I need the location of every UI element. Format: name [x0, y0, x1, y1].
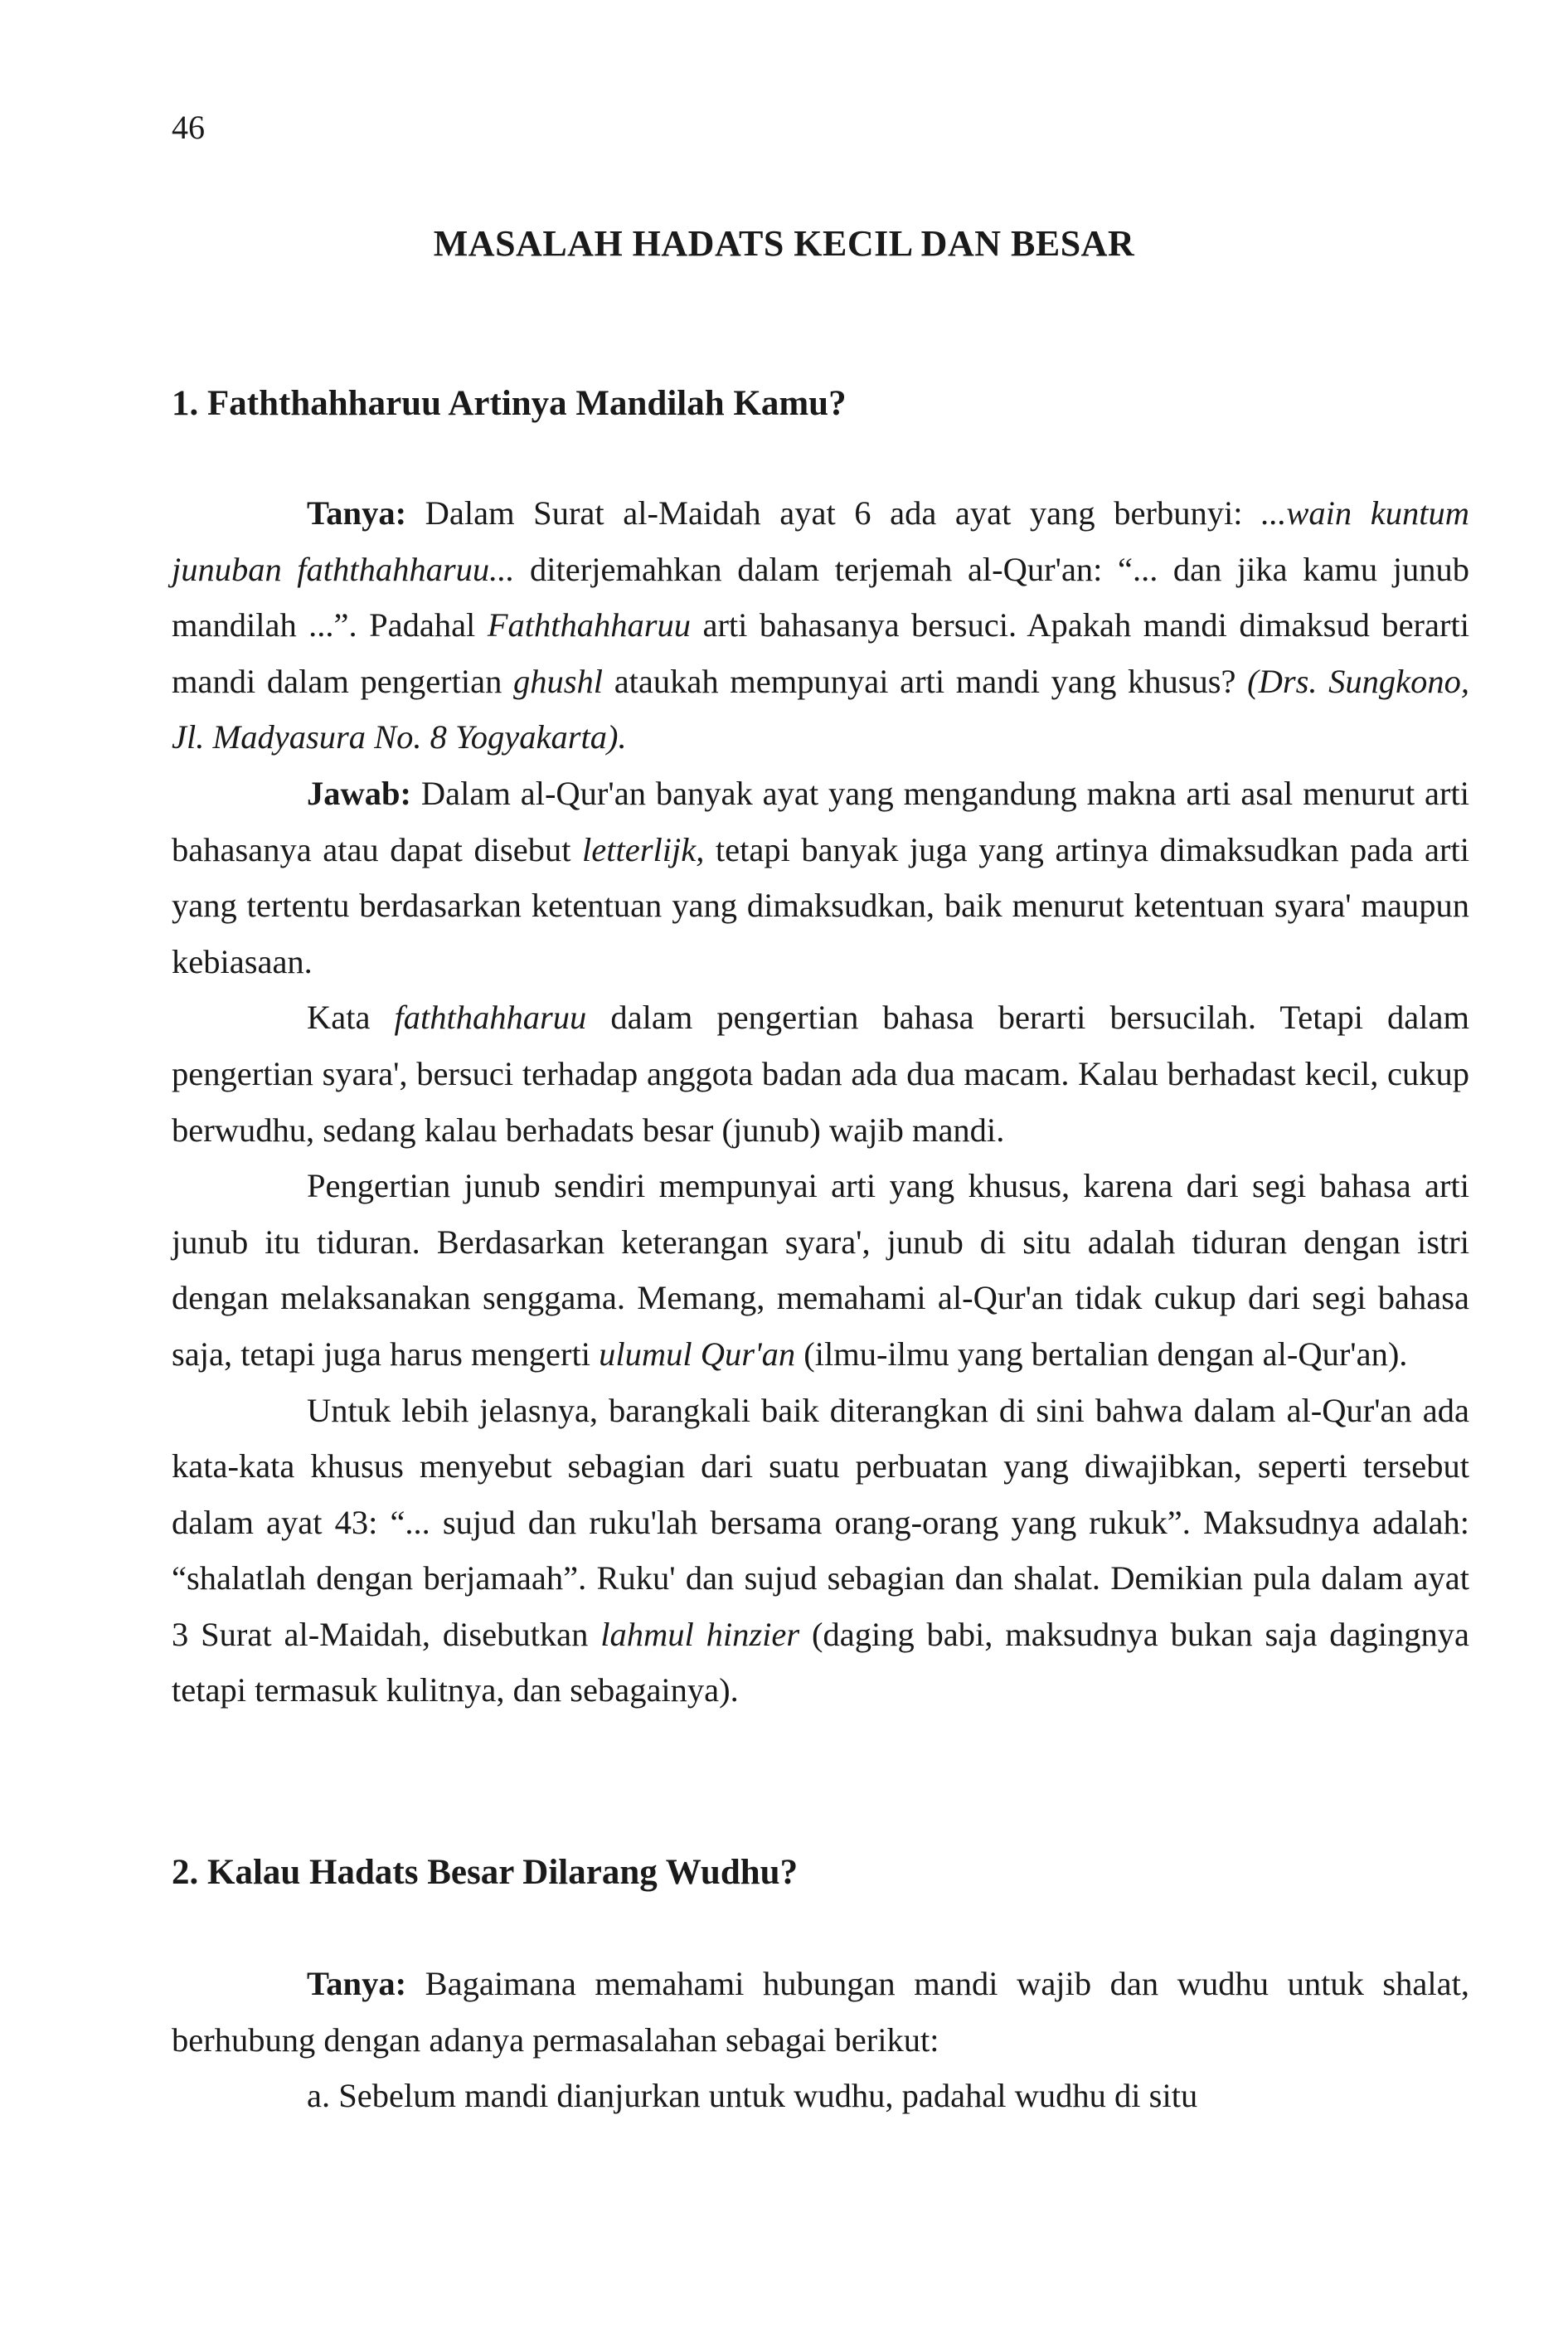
italic-run: ulumul Qur'an — [599, 1335, 796, 1373]
paragraph — [172, 989, 1469, 1158]
text-run: tetapi banyak juga yang artinya dimaksudkan pada arti yang tertentu berdasarkan ketentuan yang dimaksudkan, baik menurut ketentuan syara' maupun kebiasaan. — [172, 830, 1469, 980]
paragraph — [172, 1158, 1469, 1382]
text-run: Untuk lebih jelasnya, barangkali baik diterangkan di sini bahwa dalam al-Qur'an ada kata-kata khusus menyebut sebagian dari suatu perbuatan yang diwajibkan, seperti tersebut dalam ayat 43: “... sujud dan ruku'lah bersama orang-orang yang rukuk”. Maksudnya adalah: “shalatlah dengan berjamaah”. Ruku' dan sujud sebagian dan shalat. Demikian pula dalam ayat 3 Surat al-Maidah, disebutkan — [172, 1391, 1469, 1653]
answer-paragraph — [172, 766, 1469, 989]
text-run: (daging babi, maksudnya bukan saja dagingnya tetapi termasuk kulitnya, dan sebagainya). — [172, 1615, 1469, 1709]
italic-run: ghushl — [513, 662, 604, 700]
text-run: (ilmu-ilmu yang bertalian dengan al-Qur'an). — [795, 1335, 1408, 1373]
text-run: Dalam al-Qur'an banyak ayat yang mengandung makna arti asal menurut arti bahasanya atau dapat disebut — [172, 774, 1469, 868]
question-label: Tanya: — [307, 1965, 407, 2002]
question-label: Tanya: — [307, 494, 407, 532]
text-run: ataukah mempunyai arti mandi yang khusus? — [603, 662, 1248, 700]
text-run: dalam pengertian bahasa berarti bersucilah. Tetapi dalam pengertian syara', bersuci terhadap anggota badan ada dua macam. Kalau berhadast kecil, cukup berwudhu, sedang kalau berhadats besar (junub) wajib mandi. — [172, 999, 1469, 1149]
italic-run: letterlijk, — [582, 830, 705, 868]
text-run: Dalam Surat al-Maidah ayat 6 ada ayat yang berbunyi: — [406, 494, 1262, 532]
paragraph — [172, 1383, 1469, 1719]
text-run: diterjemahkan dalam terjemah al-Qur'an: “... dan jika kamu junub mandilah ...”. Padahal — [172, 550, 1469, 644]
italic-run: lahmul hinzier — [600, 1615, 800, 1653]
italic-run: Faththahharuu — [487, 606, 692, 644]
chapter-title: MASALAH HADATS KECIL DAN BESAR — [433, 223, 1135, 264]
section-1-heading: 1. Faththahharuu Artinya Mandilah Kamu? — [172, 384, 847, 423]
list-item: a. Sebelum mandi dianjurkan untuk wudhu, padahal wudhu di situ — [307, 2077, 1198, 2115]
text-run: Pengertian junub sendiri mempunyai arti yang khusus, karena dari segi bahasa arti junub itu tiduran. Berdasarkan keterangan syara', junub di situ adalah tiduran dengan istri dengan melaksanakan senggama. Memang, memahami al-Qur'an tidak cukup dari segi bahasa saja, tetapi juga harus mengerti — [172, 1167, 1469, 1373]
text-run: Bagaimana memahami hubungan mandi wajib dan wudhu untuk shalat, berhubung dengan adanya permasalahan sebagai berikut: — [172, 1965, 1469, 2059]
section-1-body — [172, 485, 1469, 1719]
answer-label: Jawab: — [307, 774, 412, 812]
page-number: 46 — [172, 109, 205, 146]
text-run: Kata — [307, 999, 395, 1037]
section-2-body — [172, 1956, 1469, 2124]
question-paragraph — [172, 1956, 1469, 2068]
italic-run: (Drs. Sungkono, Jl. Madyasura No. 8 Yogyakarta). — [172, 662, 1470, 756]
section-2-heading: 2. Kalau Hadats Besar Dilarang Wudhu? — [172, 1853, 799, 1892]
italic-run: faththahharuu — [394, 999, 587, 1037]
text-run: arti bahasanya bersuci. Apakah mandi dimaksud berarti mandi dalam pengertian — [172, 606, 1470, 700]
italic-run: ...wain kuntum junuban faththahharuu... — [172, 494, 1469, 588]
question-paragraph — [172, 485, 1469, 766]
